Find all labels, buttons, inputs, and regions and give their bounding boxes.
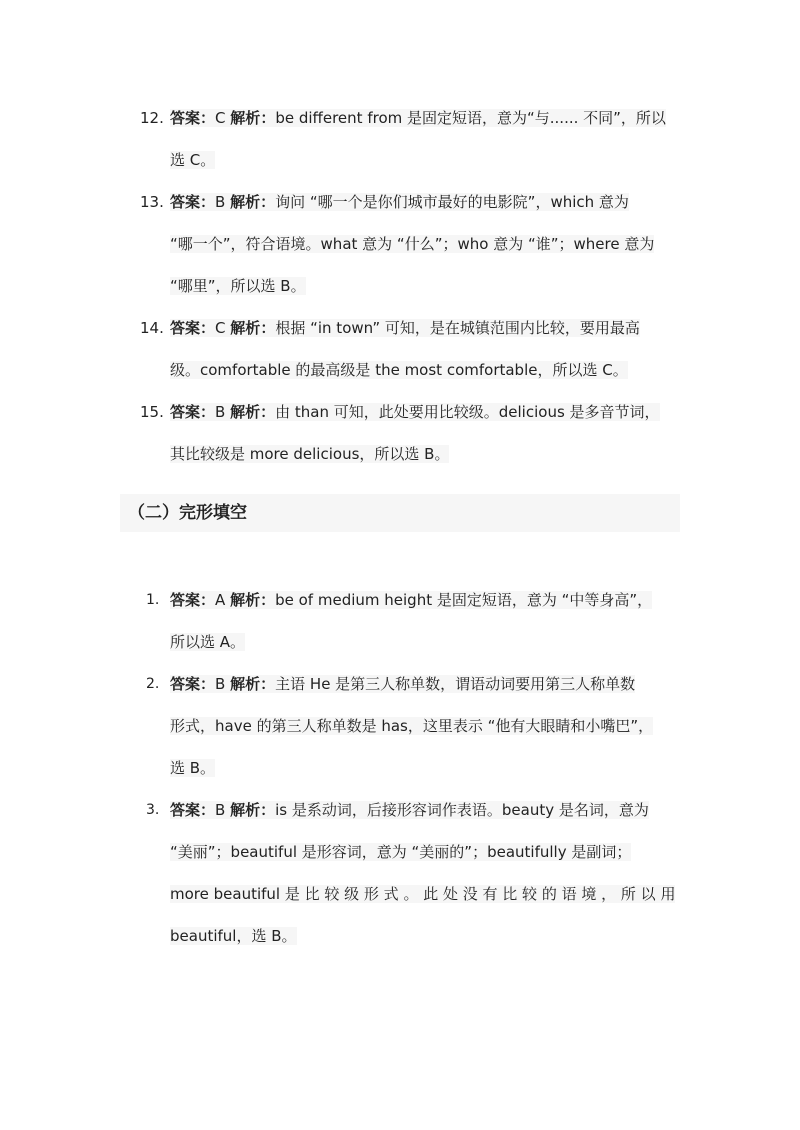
analysis-label: 解析 — [230, 109, 261, 127]
analysis-label: 解析 — [230, 193, 261, 211]
section-title: （二）完形填空 — [120, 494, 680, 532]
item-number: 1. — [146, 592, 160, 608]
item-number: 2. — [146, 676, 160, 692]
item-line: 其比较级是 more delicious，所以选 B。 — [170, 445, 450, 463]
item-line: 级。comfortable 的最高级是 the most comfortable，所以选 C。 — [170, 361, 628, 379]
item-line: 形式，have 的第三人称单数是 has，这里表示 “他有大眼睛和小嘴巴”， — [170, 717, 654, 735]
item-line: 答案：C 解析：根据 “in town” 可知，是在城镇范围内比较，要用最高 — [170, 319, 640, 337]
answer-label: 答案 — [170, 403, 201, 421]
analysis-label: 解析 — [230, 675, 261, 693]
answer-choice: B — [215, 801, 226, 819]
item-line: 答案：A 解析：be of medium height 是固定短语，意为 “中等身高”， — [170, 591, 653, 609]
item-line: “美丽”；beautiful 是形容词，意为 “美丽的”；beautifully 是副词； — [170, 843, 632, 861]
item-number: 13. — [140, 193, 164, 211]
answer-choice: C — [215, 109, 226, 127]
analysis-label: 解析 — [230, 801, 261, 819]
item-number: 14. — [140, 319, 164, 337]
analysis-label: 解析 — [230, 403, 261, 421]
item-line: 答案：B 解析：由 than 可知，此处要用比较级。delicious 是多音节词， — [170, 403, 660, 421]
item-line: more beautiful 是 比 较 级 形 式 。 此 处 没 有 比 较 的 语 境 ， 所 以 用 — [170, 885, 676, 903]
analysis-label: 解析 — [230, 591, 261, 609]
item-line: 选 B。 — [170, 759, 216, 777]
item-line: “哪一个”，符合语境。what 意为 “什么”；who 意为 “谁”；where 意为 — [170, 235, 655, 253]
analysis-label: 解析 — [230, 319, 261, 337]
answer-label: 答案 — [170, 319, 201, 337]
item-number: 15. — [140, 403, 164, 421]
item-line: 答案：B 解析：is 是系动词，后接形容词作表语。beauty 是名词，意为 — [170, 801, 649, 819]
answer-label: 答案 — [170, 109, 201, 127]
item-line: 答案：B 解析：询问 “哪一个是你们城市最好的电影院”，which 意为 — [170, 193, 629, 211]
item-line: 答案：B 解析：主语 He 是第三人称单数，谓语动词要用第三人称单数 — [170, 675, 636, 693]
item-line: 答案：C 解析：be different from 是固定短语，意为“与...... 不同”，所以 — [170, 109, 666, 127]
answer-label: 答案 — [170, 801, 201, 819]
item-line: “哪里”，所以选 B。 — [170, 277, 306, 295]
answer-choice: B — [215, 193, 226, 211]
answer-label: 答案 — [170, 675, 201, 693]
item-line: 选 C。 — [170, 151, 216, 169]
item-number: 12. — [140, 109, 164, 127]
item-number: 3. — [146, 802, 160, 818]
item-line: beautiful，选 B。 — [170, 927, 297, 945]
answer-label: 答案 — [170, 591, 201, 609]
answer-choice: A — [215, 591, 226, 609]
item-line: 所以选 A。 — [170, 633, 246, 651]
answer-choice: C — [215, 319, 226, 337]
answer-choice: B — [215, 675, 226, 693]
answer-label: 答案 — [170, 193, 201, 211]
answer-choice: B — [215, 403, 226, 421]
